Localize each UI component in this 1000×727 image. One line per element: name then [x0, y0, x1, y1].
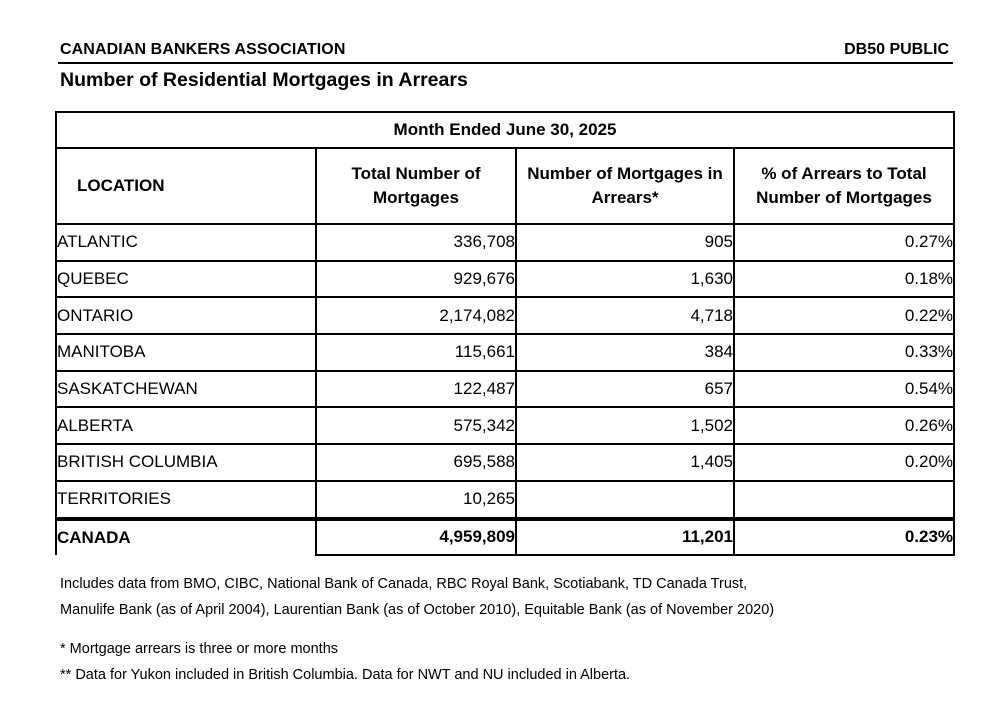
- total-mortgages: 4,959,809: [316, 519, 516, 555]
- total-percent: 0.23%: [734, 519, 954, 555]
- row-location: ATLANTIC: [56, 224, 316, 261]
- row-percent: 0.22%: [734, 297, 954, 334]
- row-percent: 0.20%: [734, 444, 954, 481]
- row-location: TERRITORIES: [56, 481, 316, 519]
- row-location: SASKATCHEWAN: [56, 371, 316, 408]
- row-total: 695,588: [316, 444, 516, 481]
- column-header-total-line2: Mortgages: [373, 188, 459, 207]
- row-location: ALBERTA: [56, 407, 316, 444]
- table-row: [56, 261, 954, 298]
- column-header-percent-line2: Number of Mortgages: [756, 188, 932, 207]
- total-location: CANADA: [56, 519, 316, 555]
- column-header-total-line1: Total Number of: [351, 164, 481, 183]
- column-header-total: [316, 148, 516, 224]
- row-total: 575,342: [316, 407, 516, 444]
- row-percent: 0.54%: [734, 371, 954, 408]
- row-total: 115,661: [316, 334, 516, 371]
- table-row: [56, 224, 954, 261]
- row-arrears: 1,630: [516, 261, 734, 298]
- column-header-percent: [734, 148, 954, 224]
- row-percent: 0.33%: [734, 334, 954, 371]
- row-percent: 0.18%: [734, 261, 954, 298]
- row-arrears: 1,405: [516, 444, 734, 481]
- row-total: 336,708: [316, 224, 516, 261]
- row-location: QUEBEC: [56, 261, 316, 298]
- arrears-table: [55, 111, 955, 556]
- row-arrears: 384: [516, 334, 734, 371]
- organization-name: CANADIAN BANKERS ASSOCIATION: [60, 41, 346, 58]
- period-label: Month Ended June 30, 2025: [56, 112, 954, 148]
- report-header: [58, 40, 953, 64]
- column-header-arrears-line1: Number of Mortgages in: [527, 164, 723, 183]
- row-arrears: 1,502: [516, 407, 734, 444]
- table-row: [56, 334, 954, 371]
- column-header-arrears: [516, 148, 734, 224]
- row-total: 122,487: [316, 371, 516, 408]
- row-location: ONTARIO: [56, 297, 316, 334]
- footnote-arrears-definition: * Mortgage arrears is three or more months: [60, 641, 339, 657]
- data-sources-note: [60, 571, 774, 623]
- column-header-arrears-line2: Arrears*: [591, 188, 659, 207]
- footnotes: [60, 636, 630, 688]
- row-arrears: 4,718: [516, 297, 734, 334]
- total-row: [56, 519, 954, 555]
- row-arrears: 657: [516, 371, 734, 408]
- row-total: 929,676: [316, 261, 516, 298]
- row-arrears: [516, 481, 734, 519]
- note-line-1: Includes data from BMO, CIBC, National Bank of Canada, RBC Royal Bank, Scotiabank, TD Canada Trust,: [60, 576, 748, 592]
- page-title: Number of Residential Mortgages in Arrears: [60, 69, 468, 91]
- row-total: 2,174,082: [316, 297, 516, 334]
- row-percent: 0.26%: [734, 407, 954, 444]
- total-arrears: 11,201: [516, 519, 734, 555]
- note-line-2: Manulife Bank (as of April 2004), Laurentian Bank (as of October 2010), Equitable Bank (as of November 2020): [60, 602, 775, 618]
- row-arrears: 905: [516, 224, 734, 261]
- document-code: DB50 PUBLIC: [844, 41, 949, 58]
- row-location: MANITOBA: [56, 334, 316, 371]
- row-percent: 0.27%: [734, 224, 954, 261]
- period-row: [56, 112, 954, 148]
- table-row: [56, 297, 954, 334]
- table-row: [56, 481, 954, 519]
- row-percent: [734, 481, 954, 519]
- table-row: [56, 407, 954, 444]
- column-header-row: [56, 148, 954, 224]
- table-row: [56, 371, 954, 408]
- column-header-percent-line1: % of Arrears to Total: [761, 164, 927, 183]
- table-row: [56, 444, 954, 481]
- row-location: BRITISH COLUMBIA: [56, 444, 316, 481]
- column-header-location: LOCATION: [56, 148, 316, 224]
- footnote-territories: ** Data for Yukon included in British Columbia. Data for NWT and NU included in Alberta.: [60, 667, 631, 683]
- row-total: 10,265: [316, 481, 516, 519]
